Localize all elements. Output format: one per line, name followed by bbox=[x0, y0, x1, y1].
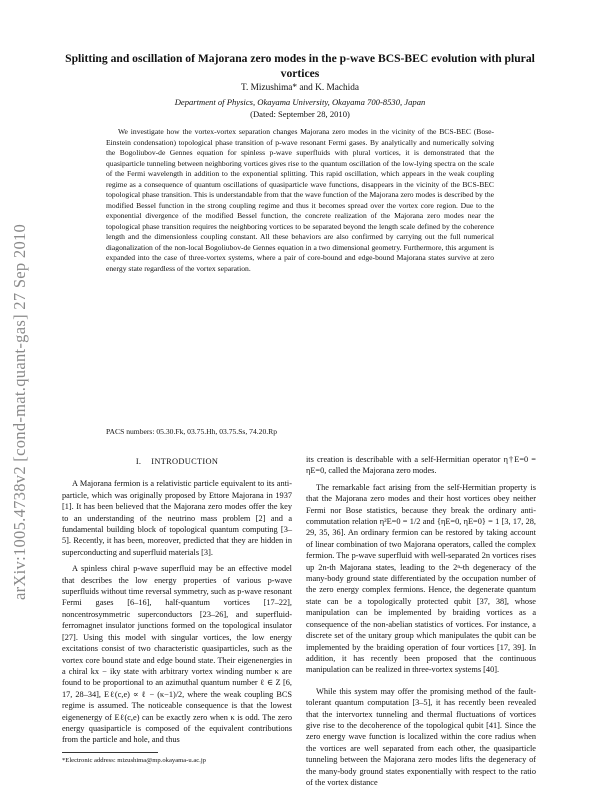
body-paragraph: The remarkable fact arising from the self-Hermitian property is that the Majorana zero modes and their host vortices obey neither Fermi nor Bose statistics, because they break the ordinary anti-commutation relation η²E=0 = 1/2 and {ηE=0, ηE=0} = 1 [3, 17, 28, 29, 35, 36]. An ordinary fermion can be restored by taking account of linear combination of two Majorana operators, called the complex fermion. The p-wave superfluid with well-separated 2n vortices rises up 2n-th Majorana states, leading to the 2ⁿ-th degeneracy of the many-body ground state differentiated by the occupation number of the zero energy complex fermions. Hence, the degenerate quantum state can be a topologically protected qubit [37, 38], whose manipulation can be implemented by braiding vortices as a consequence of the non-abelian statistics of vortices. For instance, a discrete set of the unitary group which manipulates the qubit can be implemented by the braiding operation of four vortices [17, 39]. In addition, it has recently been proposed that the continuous manipulation can be realized in three-vortex systems [40]. bbox=[306, 482, 536, 675]
affiliation: Department of Physics, Okayama University, Okayama 700-8530, Japan bbox=[174, 97, 426, 107]
abstract: We investigate how the vortex-vortex separation changes Majorana zero modes in the vicinity of the BCS-BEC (Bose-Einstein condensation) topological phase transition of p-wave resonant Fermi gases. By analytically and numerically solving the Bogoliubov-de Gennes equation for spinless p-wave superfluids with plural vortices, it is demonstrated that the quasiparticle tunneling between neighboring vortices gives rise to the quantum oscillation of the low-lying spectra on the scale of the Fermi wavelength in addition to the exponential splitting. This rapid oscillation, which appears in the weak coupling regime as a consequence of quantum oscillations of quasiparticle wave functions, disappears in the vicinity of the BCS-BEC topological phase transition. This is understandable from that the wave function of the Majorana zero modes is described by the modified Bessel function in the strong coupling regime and thus it becomes spread over the vortex core region. Due to the exponential divergence of the modified Bessel function, the concrete realization of the Majorana zero modes near the topological phase transition requires the neighboring vortices to be separated beyond the length scale defined by the coherence length and the dimensionless coupling constant. All these behaviors are also confirmed by carrying out the full numerical diagonalization of the non-local Bogoliubov-de Gennes equation in a two dimensional geometry. Furthermore, this argument is expanded into the case of three-vortex systems, where a pair of core-bound and edge-bound Majorana states survive at zero energy state regardless of the vortex separation. bbox=[106, 127, 494, 273]
body-paragraph: A spinless chiral p-wave superfluid may be an effective model that describes the low energy properties of various p-wave superfluids without time reversal symmetry, such as p-wave resonant Fermi gases [6–16], half-quantum vortices [17–22], noncentrosymmetric superconductors [23–26], and superfluid-ferromagnet insulator junctions formed on the topological insulator [27]. Using this model with singular vortices, the low energy excitations consist of two characteristic quasiparticles, such as the vortex core bound state and edge bound state. Their eigenenergies in a chiral kx − iky state with arbitrary vortex winding number κ are found to be proportional to an azimuthal quantum number ℓ ∈ Z [6, 17, 28–34], Eℓ(c,e) ∝ ℓ − (κ−1)/2, where the weak coupling BCS regime is assumed. The noticeable consequence is that the lowest eigenenergy of Eℓ(c,e) can be exactly zero when κ is odd. The zero energy quasiparticle is composed of the equivalent contributions from the particle and hole, and thus bbox=[62, 564, 292, 745]
footnote-divider bbox=[62, 752, 158, 753]
date-line: (Dated: September 28, 2010) bbox=[250, 109, 350, 119]
arxiv-identifier-stamp bbox=[10, 180, 32, 600]
section-heading bbox=[62, 456, 292, 467]
left-column bbox=[62, 456, 292, 746]
arxiv-id-text[interactable]: arXiv:1005.4738v2 [cond-mat.quant-gas] 27 Sep 2010 bbox=[10, 223, 29, 600]
paper-title: Splitting and oscillation of Majorana zero modes in the p-wave BCS-BEC evolution with plural vortices bbox=[65, 52, 535, 80]
body-paragraph: A Majorana fermion is a relativistic particle equivalent to its anti-particle, which was originally proposed by Ettore Majorana in 1937 [1]. It has been believed that the Majorana zero modes offer the key to an understanding of the neutrino mass problem [2] and a fundamental building block of topological quantum computing [3–5]. Recently, it has been, moreover, predicted that they are hidden in superconducting and superfluid materials [3]. bbox=[62, 479, 292, 557]
body-paragraph-continued: its creation is describable with a self-Hermitian operator η†E=0 = ηE=0, called the Majorana zero modes. bbox=[306, 455, 536, 476]
footnote-email: *Electronic address: mizushima@mp.okayama-u.ac.jp bbox=[62, 757, 206, 764]
section-title: INTRODUCTION bbox=[151, 457, 219, 466]
section-number: I. bbox=[135, 457, 142, 466]
right-column bbox=[306, 454, 536, 788]
authors: T. Mizushima* and K. Machida bbox=[240, 83, 360, 93]
pacs-numbers: PACS numbers: 05.30.Fk, 03.75.Hh, 03.75.Ss, 74.20.Rp bbox=[106, 427, 278, 436]
body-paragraph: While this system may offer the promising method of the fault-tolerant quantum computation [3–5], it has recently been revealed that the intervortex tunneling and thermal fluctuations of vortices give rise to the decoherence of the topological qubit [41]. Since the zero energy wave function is localized within the core radius when the vortices are well separated from each other, the quasiparticle tunneling between the Majorana zero modes lifts the degeneracy of the many-body ground states exponentially with respect to the ratio of the vortex distance bbox=[306, 686, 536, 787]
